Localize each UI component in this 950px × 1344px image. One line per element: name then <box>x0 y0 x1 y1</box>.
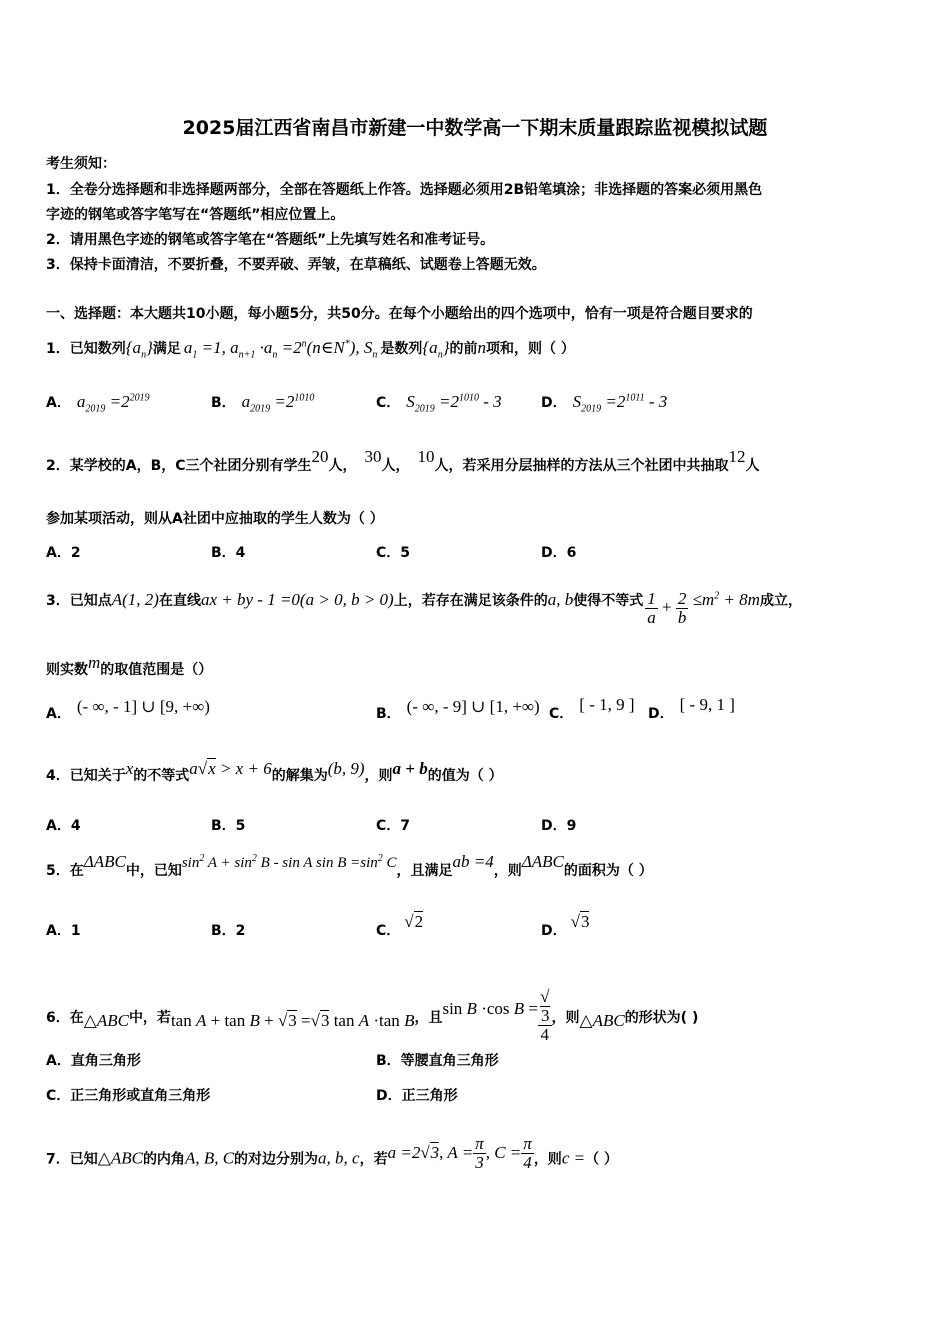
q4-option-b[interactable]: B．5 <box>211 818 246 834</box>
q1-option-c[interactable]: C． $S_{2019} =2^{1010} - 3$ <box>376 392 502 415</box>
q2-option-d[interactable]: D．6 <box>541 545 577 561</box>
q2-option-b[interactable]: B．4 <box>211 545 246 561</box>
q2-option-c[interactable]: C．5 <box>376 545 411 561</box>
q5-option-c[interactable]: C． √2 <box>376 912 424 939</box>
q6-option-c[interactable]: C．正三角形或直角三角形 <box>46 1088 211 1104</box>
notice-item-1-line-2: 字迹的钢笔或答字笔写在“答题纸”相应位置上。 <box>46 207 345 223</box>
question-3-line-1: 3．已知点A(1, 2)在直线ax + by - 1 =0(a > 0, b > 0)上，若存在满足该条件的a, b使得不等式 $\frac{1}{a}$ + $\frac{2}{b}$ $\le m^2 + 8m$成立， <box>46 589 802 627</box>
q1-option-d[interactable]: D． $S_{2019} =2^{1011} - 3$ <box>541 392 668 415</box>
question-2-line-1: 2．某学校的A，B，C三个社团分别有学生20人， 30人， 10人，若采用分层抽样的方法从三个社团中共抽取12人 <box>46 447 760 474</box>
question-6: 6．在△ABC中，若tan A + tan B + √3 =√3 tan A ·tan B，且sin B ·cos B = √ 3 4 ，则△ABC的形状为( ) <box>46 987 699 1044</box>
notice-item-2: 2．请用黑色字迹的钢笔或答字笔在“答题纸”上先填写姓名和准考证号。 <box>46 232 495 248</box>
q5-option-d[interactable]: D． √3 <box>541 912 590 939</box>
section-heading: 一、选择题：本大题共10小题，每小题5分，共50分。在每个小题给出的四个选项中，恰有一项是符合题目要求的 <box>46 306 753 322</box>
q3-option-c[interactable]: C． [ - 1, 9 ] <box>549 695 635 722</box>
q5-option-b[interactable]: B．2 <box>211 923 246 939</box>
q4-option-a[interactable]: A．4 <box>46 818 81 834</box>
q3-option-b[interactable]: B． (- ∞, - 9] ∪ [1, +∞) <box>376 697 540 722</box>
q3-option-a[interactable]: A． (- ∞, - 1] ∪ [9, +∞) <box>46 697 210 722</box>
question-2-line-2: 参加某项活动，则从A社团中应抽取的学生人数为（ ） <box>46 511 384 527</box>
q4-option-d[interactable]: D．9 <box>541 818 577 834</box>
question-3-line-2: 则实数m的取值范围是（） <box>46 653 213 678</box>
question-1: 1．已知数列$\{a_n\}$满足 $a_1 =1$, $a_{n+1} \cdot a_n$ $=2^n(n\in N^*)$, $S_n$ 是数列$\{a_n\}$的前n项和，则（ ） <box>46 338 575 361</box>
question-4: 4．已知关于x的不等式a√x > x + 6的解集为(b, 9)，则a + b的值为（ ） <box>46 759 503 784</box>
q6-option-b[interactable]: B．等腰直角三角形 <box>376 1053 499 1069</box>
q5-option-a[interactable]: A．1 <box>46 923 81 939</box>
notice-item-3: 3．保持卡面清洁，不要折叠，不要弄破、弄皱，在草稿纸、试题卷上答题无效。 <box>46 257 546 273</box>
question-5: 5．在ΔABC中，已知$\sin^2 A + \sin^2 B - \sin A$ $\sin B =\sin^2$ C，且满足ab =4，则ΔABC的面积为（ ） <box>46 852 653 879</box>
q1-option-b[interactable]: B． $a_{2019} =2^{1010}$ <box>211 392 315 415</box>
q6-option-d[interactable]: D．正三角形 <box>376 1088 458 1104</box>
notice-heading: 考生须知： <box>46 156 116 172</box>
q4-option-c[interactable]: C．7 <box>376 818 411 834</box>
q1-option-a[interactable]: A． $a_{2019} =2^{2019}$ <box>46 392 150 415</box>
q2-option-a[interactable]: A．2 <box>46 545 81 561</box>
document-title: 2025届江西省南昌市新建一中数学高一下期末质量跟踪监视模拟试题 <box>182 117 768 139</box>
notice-item-1-line-1: 1．全卷分选择题和非选择题两部分，全部在答题纸上作答。选择题必须用2B铅笔填涂；非选择题的答案必须用黑色 <box>46 182 763 198</box>
q3-option-d[interactable]: D． [ - 9, 1 ] <box>648 695 735 722</box>
question-7: 7．已知△ABC的内角A, B, C的对边分别为a, b, c，若a =2√3, A = $\frac{\pi}{3}$ , C = $\frac{\pi}{4}$ ，则c =（ ） <box>46 1134 618 1172</box>
q6-option-a[interactable]: A．直角三角形 <box>46 1053 141 1069</box>
